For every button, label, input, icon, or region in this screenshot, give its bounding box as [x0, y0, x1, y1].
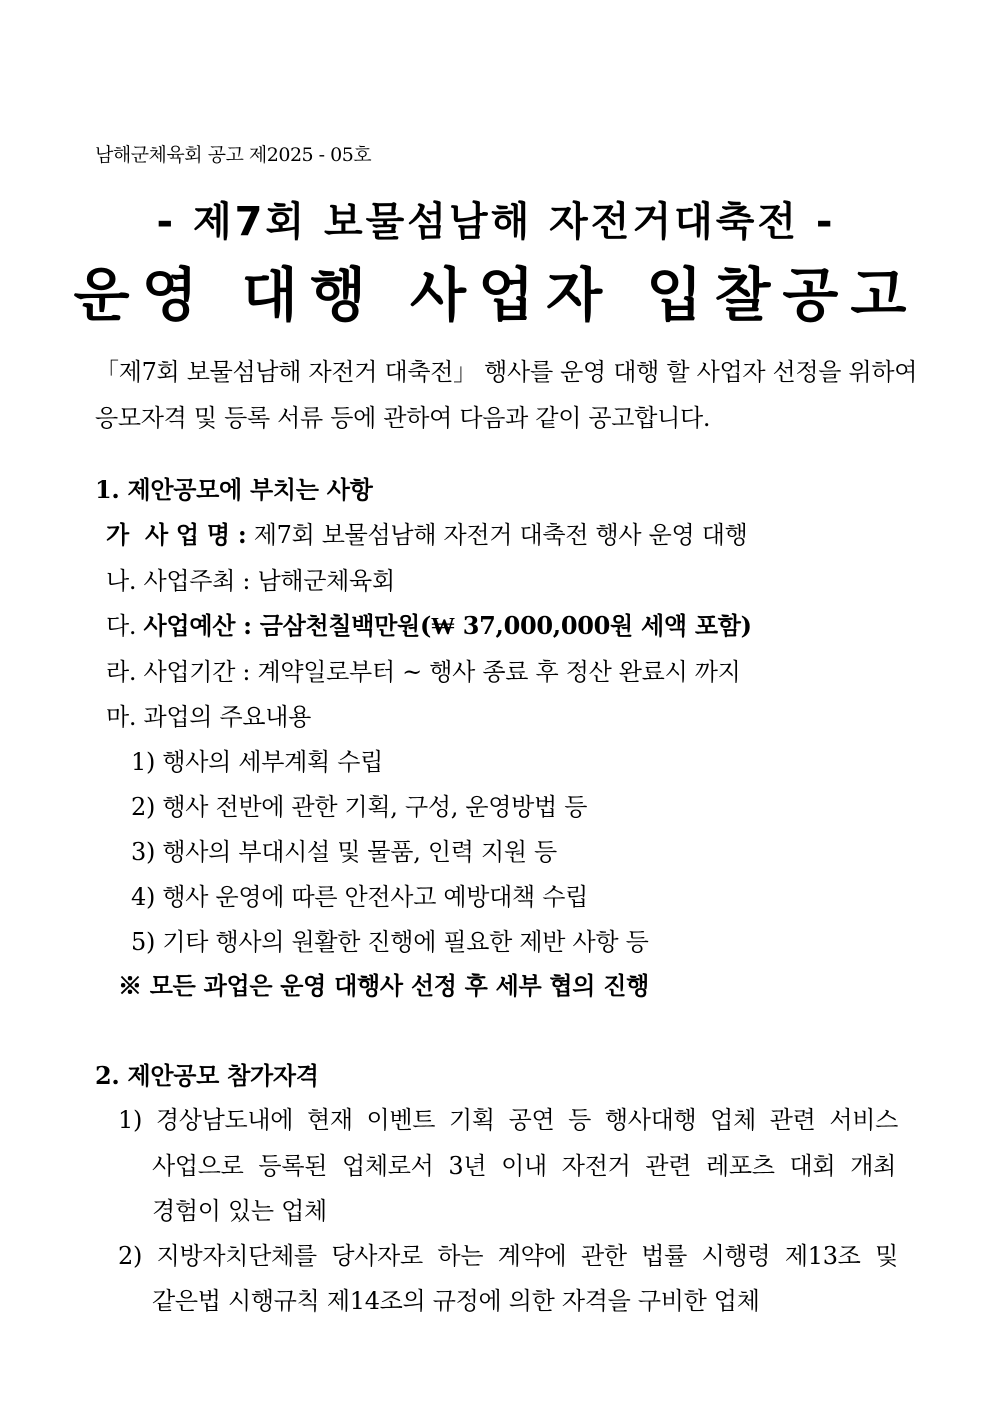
- tasks-note: ※ 모든 과업은 운영 대행사 선정 후 세부 협의 진행: [118, 971, 649, 1000]
- item-main-tasks: 마. 과업의 주요내용: [106, 703, 312, 731]
- qualification-2-line-1: 2) 지방자치단체를 당사자로 하는 계약에 관한 법률 시행령 제13조 및: [118, 1242, 898, 1270]
- item-budget-value: 사업예산 : 금삼천칠백만원(₩ 37,000,000원 세액 포함): [143, 611, 752, 640]
- notice-number: 남해군체육회 공고 제2025 - 05호: [95, 144, 372, 166]
- item-period: 라. 사업기간 : 계약일로부터 ~ 행사 종료 후 정산 완료시 까지: [106, 658, 741, 686]
- section1-heading: 1. 제안공모에 부치는 사항: [95, 475, 373, 504]
- sub-item: 4) 행사 운영에 따른 안전사고 예방대책 수립: [131, 883, 589, 911]
- section2-heading: 2. 제안공모 참가자격: [95, 1061, 319, 1090]
- qualification-1-line-1: 1) 경상남도내에 현재 이벤트 기획 공연 등 행사대행 업체 관련 서비스: [118, 1106, 898, 1134]
- item-project-name-label: 가 사 업 명 :: [106, 520, 247, 549]
- intro-line-2: 응모자격 및 등록 서류 등에 관하여 다음과 같이 공고합니다.: [95, 404, 711, 432]
- sub-item: 1) 행사의 세부계획 수립: [131, 748, 383, 776]
- sub-item: 3) 행사의 부대시설 및 물품, 인력 지원 등: [131, 838, 557, 866]
- intro-line-1: 「제7회 보물섬남해 자전거 대축전」 행사를 운영 대행 할 사업자 선정을 위하여: [95, 358, 918, 386]
- sub-item: 5) 기타 행사의 원활한 진행에 필요한 제반 사항 등: [131, 928, 649, 956]
- qualification-1-line-2: 사업으로 등록된 업체로서 3년 이내 자전거 관련 레포츠 대회 개최: [152, 1152, 896, 1180]
- item-project-name-value: 제7회 보물섬남해 자전거 대축전 행사 운영 대행: [253, 521, 748, 549]
- qualification-2-line-2: 같은법 시행규칙 제14조의 규정에 의한 자격을 구비한 업체: [152, 1287, 760, 1315]
- item-budget: [106, 606, 752, 641]
- qualification-1-line-3: 경험이 있는 업체: [152, 1197, 327, 1225]
- item-budget-prefix: 다.: [106, 612, 144, 640]
- item-project-name: [106, 515, 747, 550]
- item-host: 나. 사업주최 : 남해군체육회: [106, 567, 395, 595]
- sub-item: 2) 행사 전반에 관한 기획, 구성, 운영방법 등: [131, 793, 588, 821]
- title-subheading: - 제7회 보물섬남해 자전거대축전 -: [156, 199, 836, 245]
- page-title: 운영 대행 사업자 입찰공고: [73, 261, 919, 329]
